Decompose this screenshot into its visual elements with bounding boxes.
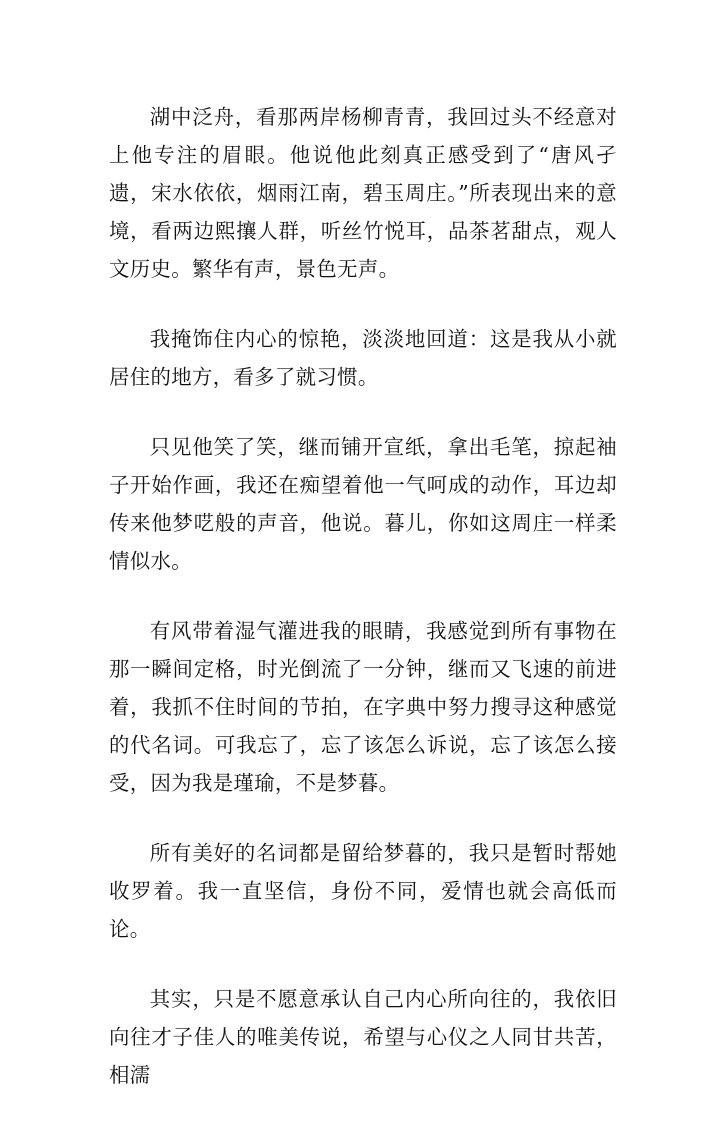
paragraph: 所有美好的名词都是留给梦暮的，我只是暂时帮她收罗着。我一直坚信，身份不同，爱情也就会高低而论。 [109, 841, 617, 941]
paragraph: 有风带着湿气灌进我的眼睛，我感觉到所有事物在那一瞬间定格，时光倒流了一分钟，继而又飞速的前进着，我抓不住时间的节拍，在字典中努力搜寻这种感觉的代名词。可我忘了，忘了该怎么诉说，忘了该怎么接受，因为我是瑾瑜，不是梦暮。 [109, 619, 617, 795]
paragraph: 湖中泛舟，看那两岸杨柳青青，我回过头不经意对上他专注的眉眼。他说他此刻真正感受到了“唐风孑遗，宋水依依，烟雨江南，碧玉周庄。”所表现出来的意境，看两边熙攘人群，听丝竹悦耳，品茶茗甜点，观人文历史。繁华有声，景色无声。 [109, 105, 617, 281]
paragraph: 只见他笑了笑，继而铺开宣纸，拿出毛笔，掠起袖子开始作画，我还在痴望着他一气呵成的动作，耳边却传来他梦呓般的声音，他说。暮儿，你如这周庄一样柔情似水。 [109, 435, 617, 573]
paragraph: 我掩饰住内心的惊艳，淡淡地回道：这是我从小就居住的地方，看多了就习惯。 [109, 327, 617, 389]
document-body [109, 98, 617, 1126]
paragraph: 其实，只是不愿意承认自己内心所向往的，我依旧向往才子佳人的唯美传说，希望与心仪之人同甘共苦，相濡 [109, 987, 617, 1087]
